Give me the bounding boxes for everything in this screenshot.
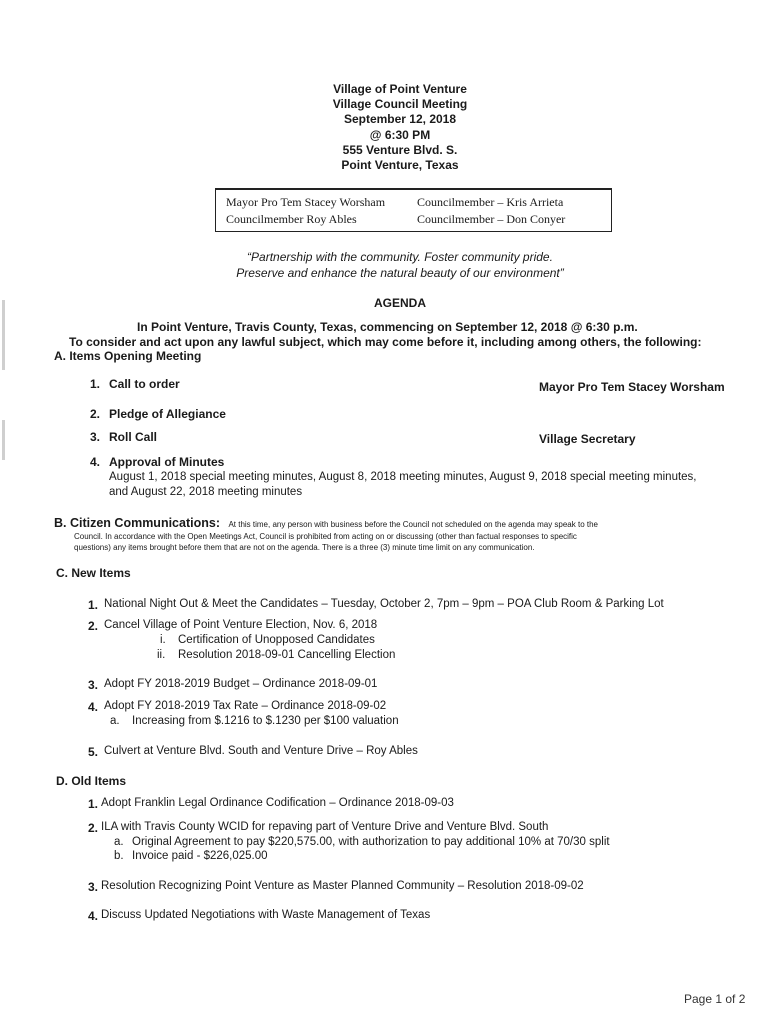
agenda-item-waste-management: Discuss Updated Negotiations with Waste Management of Texas	[101, 909, 431, 921]
village-motto	[0, 250, 770, 281]
item-number: 4.	[88, 700, 99, 714]
item-number: 1.	[88, 797, 99, 811]
meeting-date: September 12, 2018	[343, 112, 457, 127]
village-name: Village of Point Venture	[333, 82, 467, 96]
agenda-item-adopt-budget: Adopt FY 2018-2019 Budget – Ordinance 2018-09-01	[104, 678, 378, 690]
section-d-heading: D. Old Items	[56, 774, 127, 788]
agenda-item-ila-wcid: ILA with Travis County WCID for repaving part of Venture Drive and Venture Blvd. South	[101, 821, 549, 833]
agenda-item-roll-call: Roll Call	[109, 430, 158, 444]
sub-item-number: ii.	[157, 649, 166, 661]
agenda-item-cancel-election: Cancel Village of Point Venture Election, Nov. 6, 2018	[104, 619, 378, 631]
sub-item: Increasing from $.1216 to $.1230 per $100 valuation	[132, 715, 399, 727]
council-member: Councilmember – Don Conyer	[417, 212, 566, 226]
item-number: 3.	[90, 430, 101, 444]
section-a-heading: A. Items Opening Meeting	[54, 349, 202, 363]
item-detail: and August 22, 2018 meeting minutes	[109, 486, 303, 498]
agenda-item-call-to-order: Call to order	[109, 377, 180, 391]
intro-line: To consider and act upon any lawful subject, which may come before it, including among others, the following:	[69, 335, 702, 349]
sub-item-number: a.	[114, 836, 124, 848]
item-number: 1.	[88, 598, 99, 612]
item-presenter: Mayor Pro Tem Stacey Worsham	[539, 380, 725, 394]
section-b	[54, 514, 598, 532]
scan-edge-mark	[2, 420, 5, 460]
item-number: 4.	[90, 455, 101, 469]
meeting-address: 555 Venture Blvd. S.	[342, 142, 458, 157]
item-number: 4.	[88, 909, 99, 923]
agenda-item-national-night-out: National Night Out & Meet the Candidates – Tuesday, October 2, 7pm – 9pm – POA Club Room & Parking Lot	[104, 598, 664, 610]
council-member: Councilmember – Kris Arrieta	[417, 195, 564, 209]
agenda-item-culvert: Culvert at Venture Blvd. South and Venture Drive – Roy Ables	[104, 745, 418, 757]
meeting-header	[0, 82, 770, 173]
item-number: 1.	[90, 377, 101, 391]
agenda-item-pledge: Pledge of Allegiance	[109, 407, 226, 421]
page-number: Page 1 of 2	[684, 992, 746, 1006]
item-number: 3.	[88, 678, 99, 692]
item-number: 3.	[88, 880, 99, 894]
section-b-text: Council. In accordance with the Open Meetings Act, Council is prohibited from acting on or discussing (other than factual responses to specific	[74, 532, 577, 541]
meeting-time: @ 6:30 PM	[369, 127, 431, 142]
item-number: 2.	[88, 619, 99, 633]
section-c-heading: C. New Items	[56, 566, 131, 580]
item-number: 2.	[88, 821, 99, 835]
agenda-item-adopt-tax-rate: Adopt FY 2018-2019 Tax Rate – Ordinance 2018-09-02	[104, 700, 387, 712]
sub-item-number: b.	[114, 850, 124, 862]
sub-item: Certification of Unopposed Candidates	[178, 634, 375, 646]
scan-edge-mark	[2, 300, 5, 370]
sub-item: Original Agreement to pay $220,575.00, with authorization to pay additional 10% at 70/30 split	[132, 836, 610, 848]
sub-item-number: a.	[110, 715, 120, 727]
section-b-heading: B. Citizen Communications:	[54, 516, 220, 530]
council-members-box	[215, 188, 612, 232]
agenda-item-master-planned: Resolution Recognizing Point Venture as Master Planned Community – Resolution 2018-09-02	[101, 880, 584, 892]
section-b-text: questions) any items brought before them that are not on the agenda. There is a three (3) minute time limit on any communication.	[74, 543, 535, 552]
item-number: 5.	[88, 745, 99, 759]
sub-item: Resolution 2018-09-01 Cancelling Election	[178, 649, 396, 661]
agenda-item-franklin-legal: Adopt Franklin Legal Ordinance Codification – Ordinance 2018-09-03	[101, 797, 454, 809]
agenda-item-approval-of-minutes: Approval of Minutes	[109, 455, 225, 469]
meeting-city: Point Venture, Texas	[341, 158, 459, 173]
section-b-text: At this time, any person with business before the Council not scheduled on the agenda may speak to the	[228, 520, 598, 529]
agenda-title: AGENDA	[373, 296, 426, 310]
item-detail: August 1, 2018 special meeting minutes, August 8, 2018 meeting minutes, August 9, 2018 special meeting minutes,	[109, 471, 697, 483]
council-member: Councilmember Roy Ables	[226, 212, 357, 226]
sub-item: Invoice paid - $226,025.00	[132, 850, 268, 862]
motto-line: “Partnership with the community. Foster community pride.	[247, 250, 553, 264]
meeting-name: Village Council Meeting	[332, 97, 468, 112]
motto-line: Preserve and enhance the natural beauty of our environment”	[236, 265, 564, 280]
item-number: 2.	[90, 407, 101, 421]
council-member: Mayor Pro Tem Stacey Worsham	[226, 195, 386, 209]
intro-line: In Point Venture, Travis County, Texas, commencing on September 12, 2018 @ 6:30 p.m.	[137, 320, 638, 334]
item-presenter: Village Secretary	[539, 432, 636, 446]
sub-item-number: i.	[160, 634, 166, 646]
